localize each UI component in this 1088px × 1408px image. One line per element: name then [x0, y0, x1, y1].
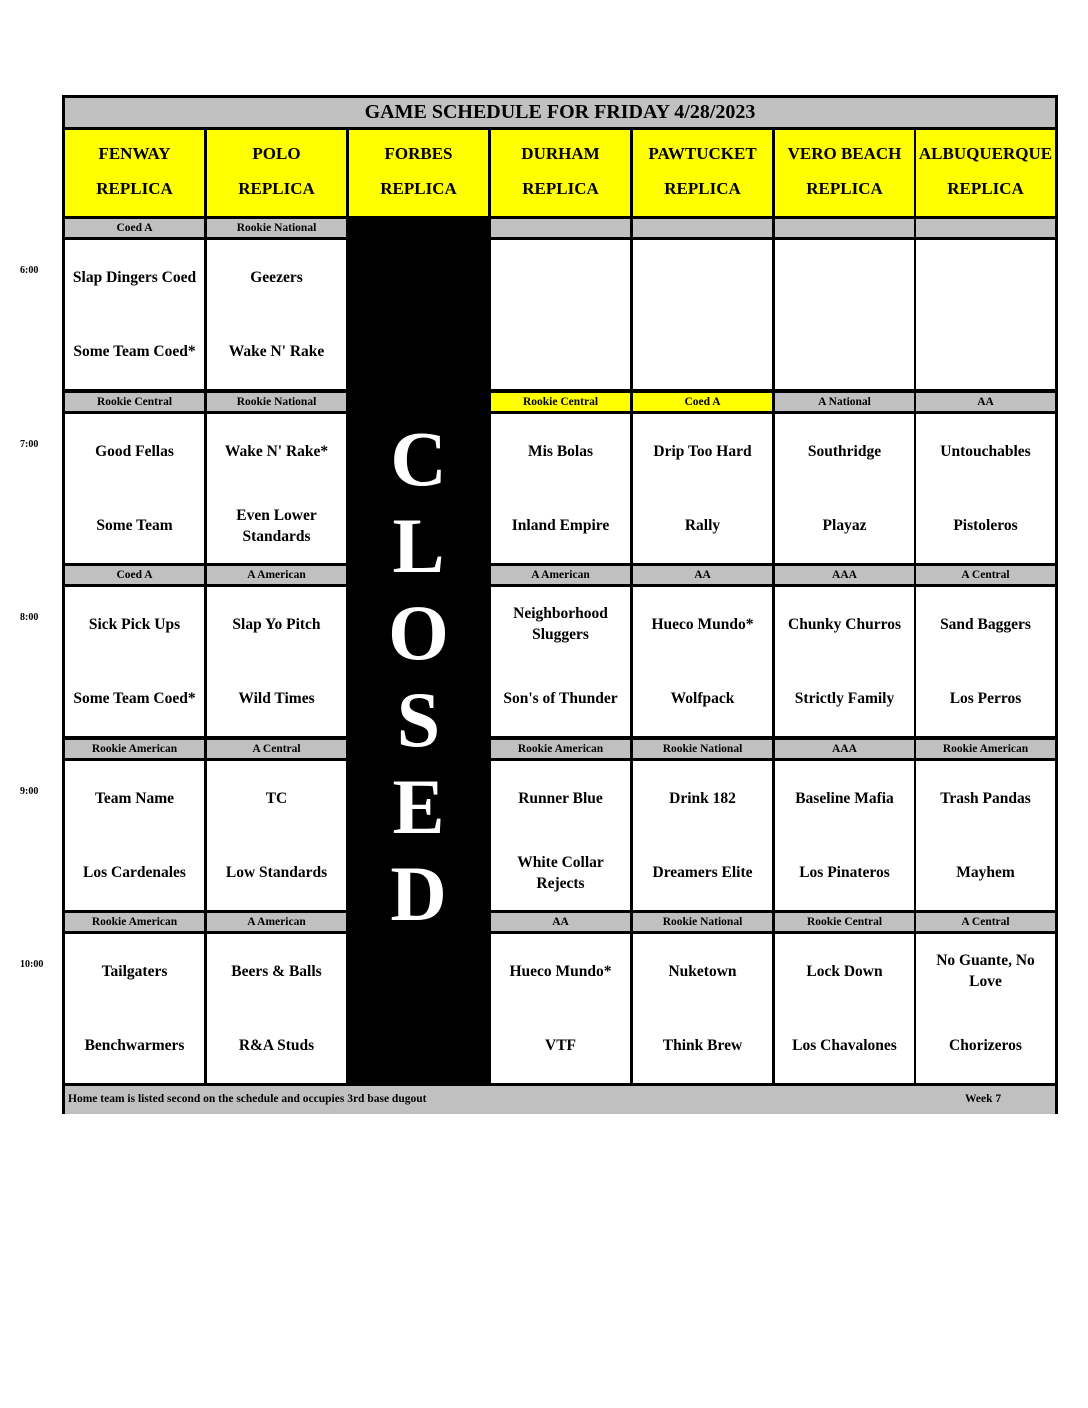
home-team: Los Cardenales	[83, 864, 186, 882]
game-cell	[207, 414, 346, 563]
away-team: Tailgaters	[101, 962, 168, 980]
game-cell	[775, 761, 914, 910]
home-team	[491, 315, 630, 390]
away-team: Southridge	[807, 442, 882, 460]
game-cell	[491, 587, 630, 736]
home-team: Think Brew	[662, 1037, 743, 1055]
division-label: AA	[916, 393, 1055, 411]
game-cell	[207, 934, 346, 1083]
home-team: Pistoleros	[953, 517, 1018, 535]
game-cell	[916, 414, 1055, 563]
home-team: Inland Empire	[511, 517, 610, 535]
closed-letter: O	[388, 589, 449, 676]
time-label: 8:00	[20, 612, 39, 623]
home-team	[775, 315, 914, 390]
away-team: Baseline Mafia	[795, 789, 894, 807]
away-team: Trash Pandas	[940, 789, 1031, 807]
division-label	[916, 219, 1055, 237]
field-type: REPLICA	[380, 178, 457, 198]
closed-letter: S	[396, 676, 441, 763]
game-cell	[775, 240, 914, 389]
home-team: White Collar Rejects	[517, 853, 604, 892]
home-team: Strictly Family	[794, 690, 895, 708]
away-team: Hueco Mundo*	[509, 962, 612, 980]
field-header-fenway	[65, 130, 204, 216]
field-name: FORBES	[384, 143, 453, 163]
division-label: Rookie National	[207, 393, 346, 411]
field-header-albuquerque	[916, 130, 1055, 216]
game-cell	[916, 761, 1055, 910]
game-cell	[491, 240, 630, 389]
home-team: Low Standards	[225, 864, 328, 882]
time-label: 6:00	[20, 265, 39, 276]
game-cell	[65, 587, 204, 736]
game-cell	[633, 934, 772, 1083]
field-header-durham	[491, 130, 630, 216]
field-type: REPLICA	[522, 178, 599, 198]
division-label: Rookie National	[633, 913, 772, 931]
time-label: 10:00	[20, 959, 44, 970]
home-team: Mayhem	[956, 864, 1015, 882]
field-header-vero-beach	[775, 130, 914, 216]
field-header-polo	[207, 130, 346, 216]
division-label: AA	[491, 913, 630, 931]
game-cell	[916, 240, 1055, 389]
away-team: Sand Baggers	[940, 615, 1031, 633]
division-label: Rookie Central	[65, 393, 204, 411]
home-team: Son's of Thunder	[503, 690, 618, 708]
away-team: No Guante, No Love	[936, 952, 1035, 991]
home-team: Los Perros	[949, 690, 1022, 708]
away-team: Drink 182	[669, 789, 736, 807]
division-label: A National	[775, 393, 914, 411]
footer-note: Home team is listed second on the schedule and occupies 3rd base dugout	[68, 1093, 427, 1105]
away-team: Geezers	[250, 268, 303, 286]
home-team: Chorizeros	[949, 1037, 1022, 1055]
away-team: Chunky Churros	[788, 615, 901, 633]
game-cell	[491, 761, 630, 910]
division-label: Rookie Central	[775, 913, 914, 931]
field-closed-banner	[349, 219, 488, 1083]
home-team	[916, 315, 1055, 390]
time-label: 7:00	[20, 439, 39, 450]
field-name: VERO BEACH	[787, 143, 902, 163]
division-label: Rookie American	[491, 740, 630, 758]
field-name: POLO	[252, 143, 301, 163]
division-label	[775, 219, 914, 237]
away-team: Wake N' Rake*	[224, 442, 329, 460]
away-team: Lock Down	[806, 962, 883, 980]
away-team: TC	[265, 789, 288, 807]
field-header-pawtucket	[633, 130, 772, 216]
division-label: Rookie American	[65, 913, 204, 931]
away-team: Neighborhood Sluggers	[513, 605, 608, 644]
division-label: Rookie American	[65, 740, 204, 758]
away-team: Mis Bolas	[527, 442, 594, 460]
away-team: Slap Dingers Coed	[72, 268, 197, 286]
game-cell	[65, 414, 204, 563]
away-team: Untouchables	[940, 442, 1031, 460]
home-team: Wake N' Rake	[228, 343, 325, 361]
game-cell	[65, 934, 204, 1083]
away-team: Slap Yo Pitch	[232, 615, 321, 633]
division-label: A American	[207, 913, 346, 931]
home-team: R&A Studs	[238, 1037, 315, 1055]
division-label: AAA	[775, 740, 914, 758]
game-cell	[491, 934, 630, 1083]
division-label: A Central	[207, 740, 346, 758]
game-cell	[491, 414, 630, 563]
game-cell	[633, 414, 772, 563]
division-label: Rookie Central	[491, 393, 630, 411]
home-team: Rally	[684, 517, 721, 535]
home-team: Some Team	[96, 517, 173, 535]
home-team: Wild Times	[238, 690, 315, 708]
division-label: A Central	[916, 566, 1055, 584]
schedule-title: GAME SCHEDULE FOR FRIDAY 4/28/2023	[65, 98, 1055, 127]
home-team: Wolfpack	[670, 690, 735, 708]
field-name: ALBUQUERQUE	[918, 143, 1053, 163]
week-label: Week 7	[965, 1093, 1002, 1105]
field-type: REPLICA	[806, 178, 883, 198]
away-team: Drip Too Hard	[653, 442, 752, 460]
game-cell	[916, 934, 1055, 1083]
home-team: Dreamers Elite	[652, 864, 753, 882]
away-team: Runner Blue	[518, 789, 603, 807]
home-team: Los Chavalones	[792, 1037, 897, 1055]
time-label: 9:00	[20, 786, 39, 797]
game-cell	[65, 761, 204, 910]
game-cell	[633, 587, 772, 736]
away-team: Sick Pick Ups	[88, 615, 181, 633]
division-label: Coed A	[65, 566, 204, 584]
field-type: REPLICA	[96, 178, 173, 198]
closed-letter: L	[392, 502, 445, 589]
division-label: Coed A	[65, 219, 204, 237]
field-name: DURHAM	[521, 143, 600, 163]
home-team: Playaz	[822, 517, 867, 535]
away-team	[775, 240, 914, 315]
game-cell	[775, 934, 914, 1083]
home-team: VTF	[545, 1037, 576, 1055]
home-team: Some Team Coed*	[73, 343, 196, 361]
division-label: A American	[491, 566, 630, 584]
division-label: A Central	[916, 913, 1055, 931]
division-label: A American	[207, 566, 346, 584]
home-team: Los Pinateros	[799, 864, 890, 882]
division-label: Coed A	[633, 393, 772, 411]
field-header-forbes	[349, 130, 488, 216]
home-team: Some Team Coed*	[73, 690, 196, 708]
division-label: Rookie National	[633, 740, 772, 758]
field-type: REPLICA	[947, 178, 1024, 198]
away-team: Beers & Balls	[231, 962, 322, 980]
division-label: Rookie National	[207, 219, 346, 237]
game-cell	[916, 587, 1055, 736]
away-team: Hueco Mundo*	[651, 615, 754, 633]
game-cell	[633, 761, 772, 910]
game-cell	[207, 761, 346, 910]
schedule-table	[62, 95, 1058, 1114]
away-team	[491, 240, 630, 315]
field-name: FENWAY	[98, 143, 171, 163]
game-cell	[775, 414, 914, 563]
field-name: PAWTUCKET	[648, 143, 757, 163]
division-label	[491, 219, 630, 237]
away-team: Good Fellas	[95, 442, 174, 460]
division-label: Rookie American	[916, 740, 1055, 758]
field-type: REPLICA	[238, 178, 315, 198]
division-label	[633, 219, 772, 237]
game-cell	[207, 587, 346, 736]
division-label: AA	[633, 566, 772, 584]
schedule-footer	[65, 1086, 1055, 1114]
field-type: REPLICA	[664, 178, 741, 198]
game-cell	[65, 240, 204, 389]
game-cell	[633, 240, 772, 389]
closed-letter: D	[390, 850, 447, 937]
home-team: Benchwarmers	[84, 1037, 185, 1055]
division-label: AAA	[775, 566, 914, 584]
home-team	[633, 315, 772, 390]
game-cell	[775, 587, 914, 736]
away-team	[916, 240, 1055, 315]
away-team	[633, 240, 772, 315]
closed-letter: C	[390, 415, 447, 502]
closed-letter: E	[392, 763, 445, 850]
away-team: Team Name	[94, 789, 175, 807]
away-team: Nuketown	[668, 962, 737, 980]
home-team: Even Lower Standards	[236, 506, 317, 545]
game-cell	[207, 240, 346, 389]
